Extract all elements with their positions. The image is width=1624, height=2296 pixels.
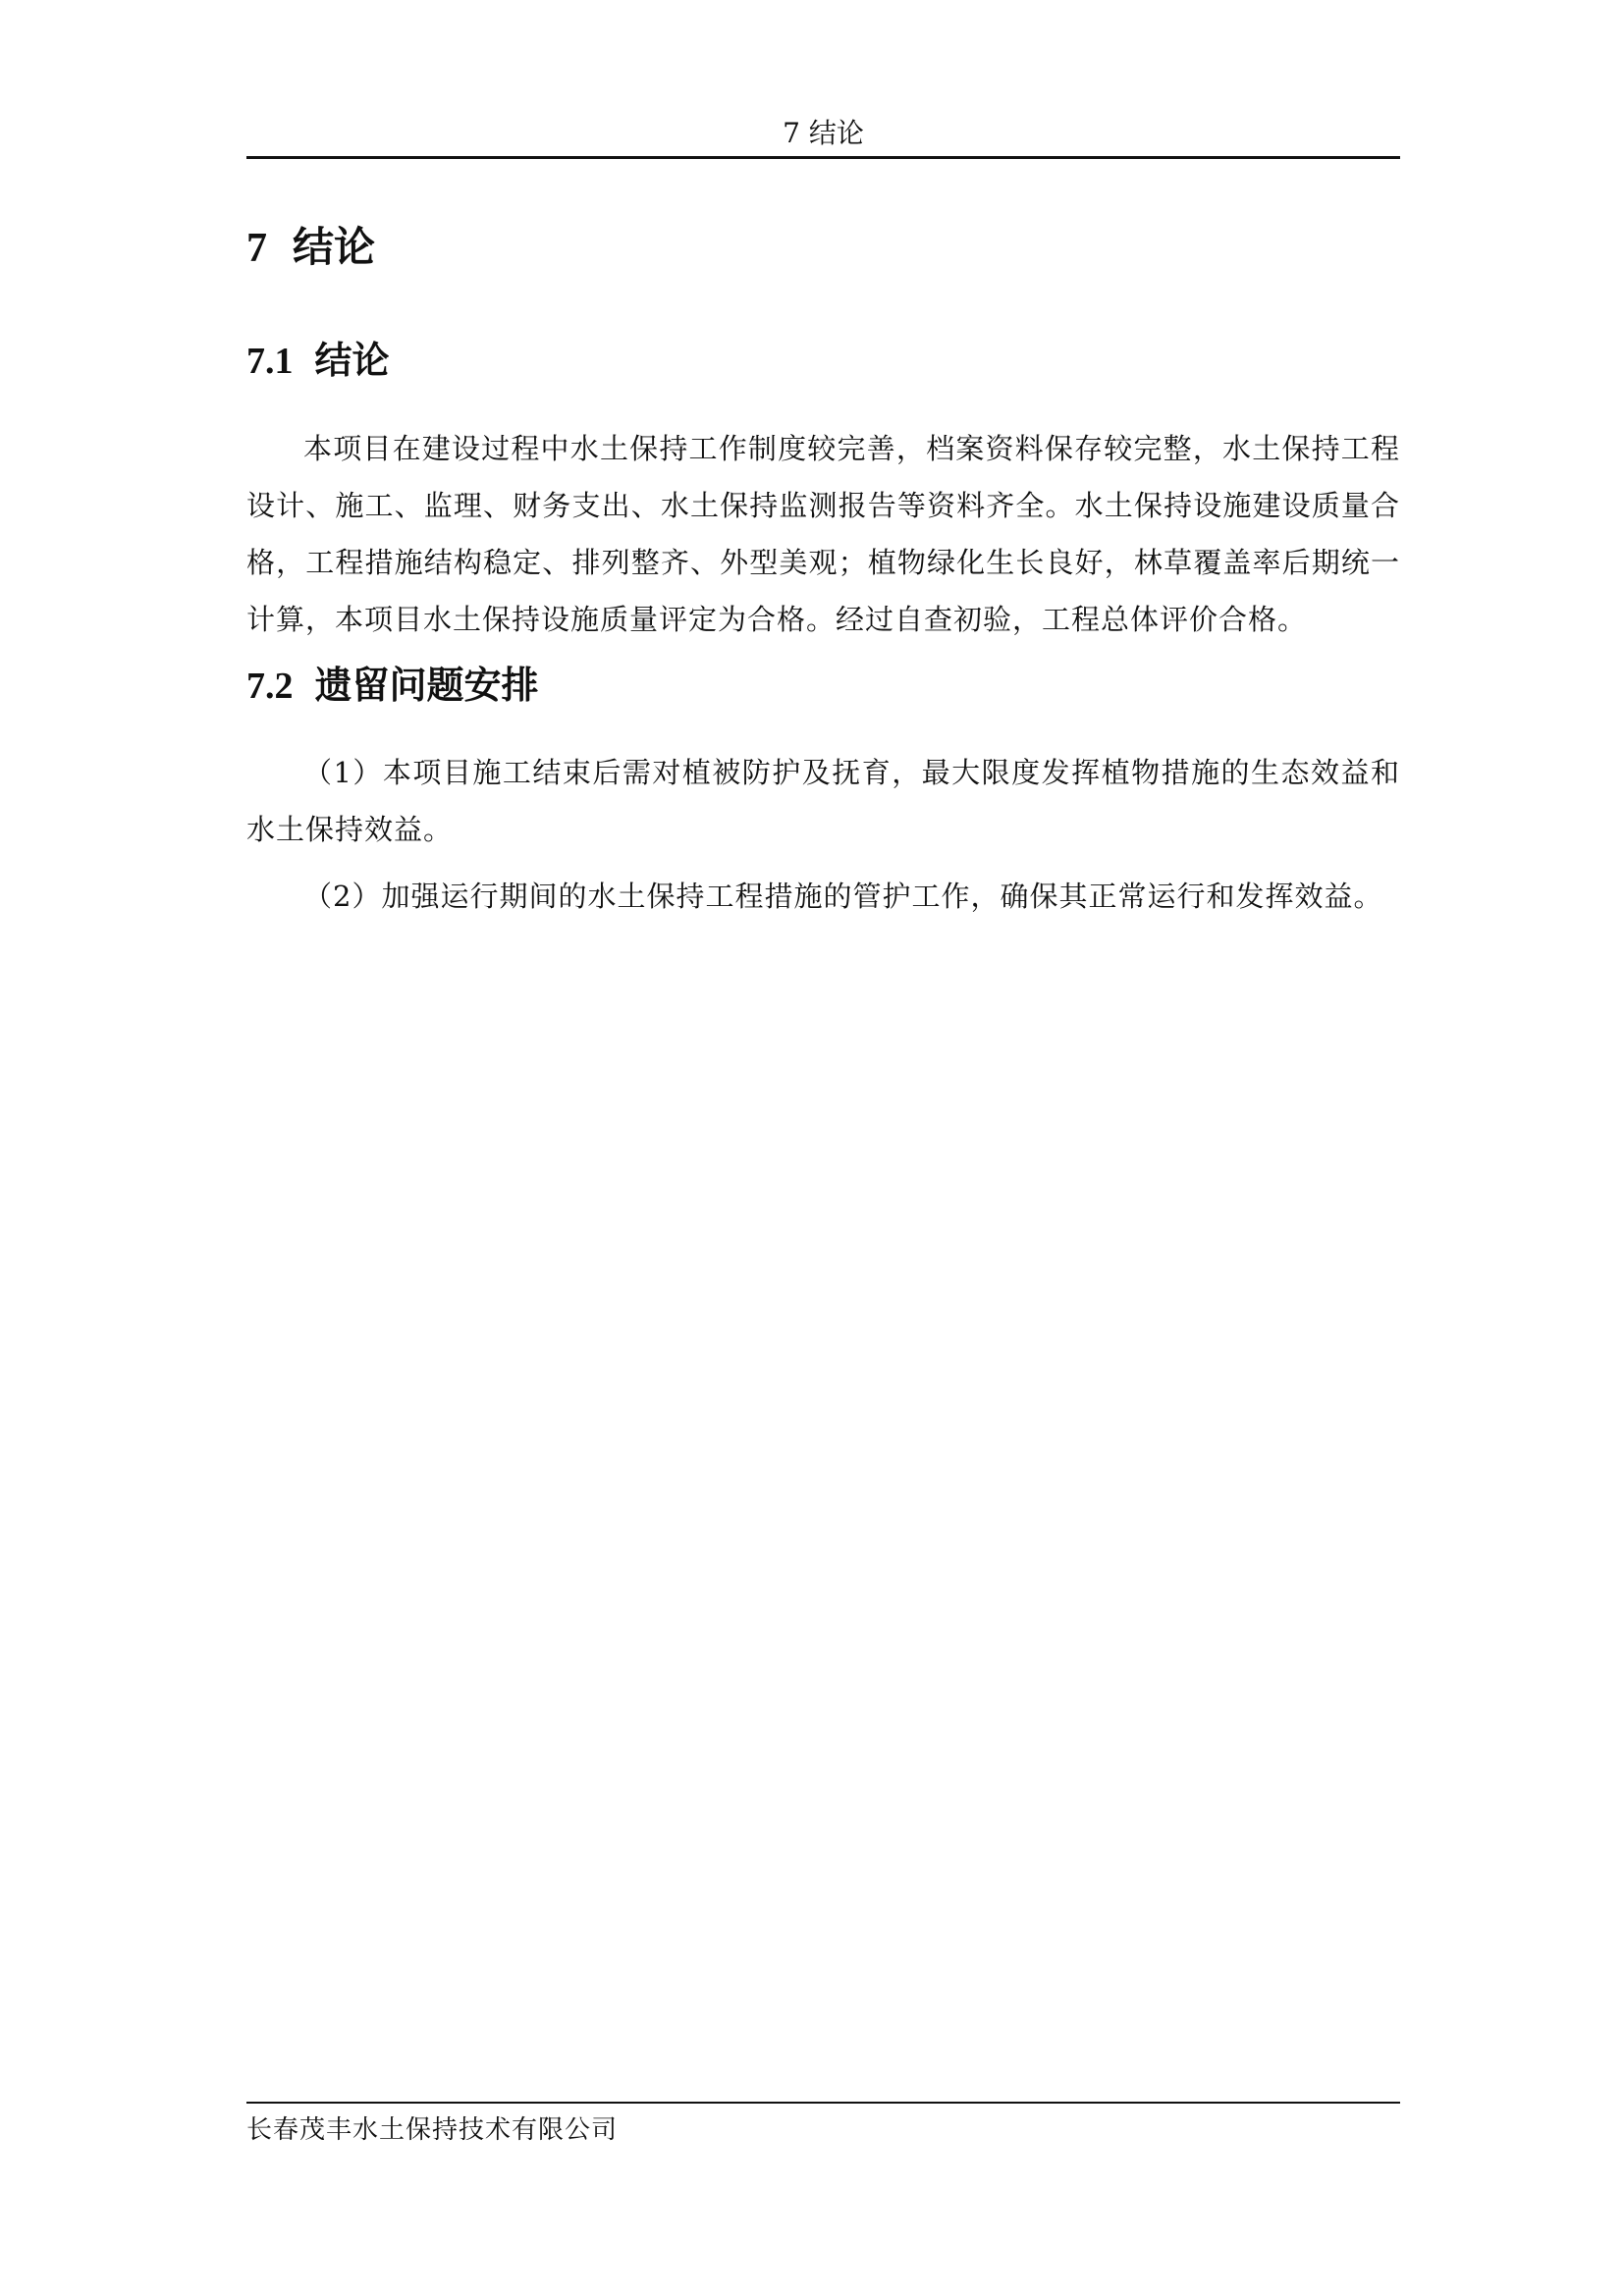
paragraph: （1）本项目施工结束后需对植被防护及抚育，最大限度发挥植物措施的生态效益和水土保持效益。: [246, 756, 1400, 847]
header-divider: [246, 156, 1400, 159]
footer-company: 长春茂丰水土保持技术有限公司: [246, 2115, 619, 2145]
paragraph: 本项目在建设过程中水土保持工作制度较完善，档案资料保存较完整，水土保持工程设计、施工、监理、财务支出、水土保持监测报告等资料齐全。水土保持设施建设质量合格，工程措施结构稳定、排列整齐、外型美观；植物绿化生长良好，林草覆盖率后期统一计算，本项目水土保持设施质量评定为合格。经过自查初验，工程总体评价合格。: [246, 431, 1400, 636]
section-body: [246, 420, 1400, 648]
page-content: [246, 196, 1400, 925]
section-title-text: 结论: [314, 339, 390, 382]
section-title: [246, 658, 1400, 714]
chapter-title: [246, 218, 1400, 278]
footer-divider: [246, 2102, 1400, 2104]
section-number: 7.2: [246, 665, 294, 707]
section-title-text: 遗留问题安排: [314, 663, 539, 707]
section-body: [246, 744, 1400, 925]
paragraph: （2）加强运行期间的水土保持工程措施的管护工作，确保其正常运行和发挥效益。: [303, 880, 1383, 914]
section-number: 7.1: [246, 341, 294, 382]
chapter-title-text: 结论: [293, 223, 376, 271]
running-header: 7 结论: [783, 117, 864, 149]
section-title: [246, 333, 1400, 389]
chapter-number: 7: [246, 226, 267, 271]
